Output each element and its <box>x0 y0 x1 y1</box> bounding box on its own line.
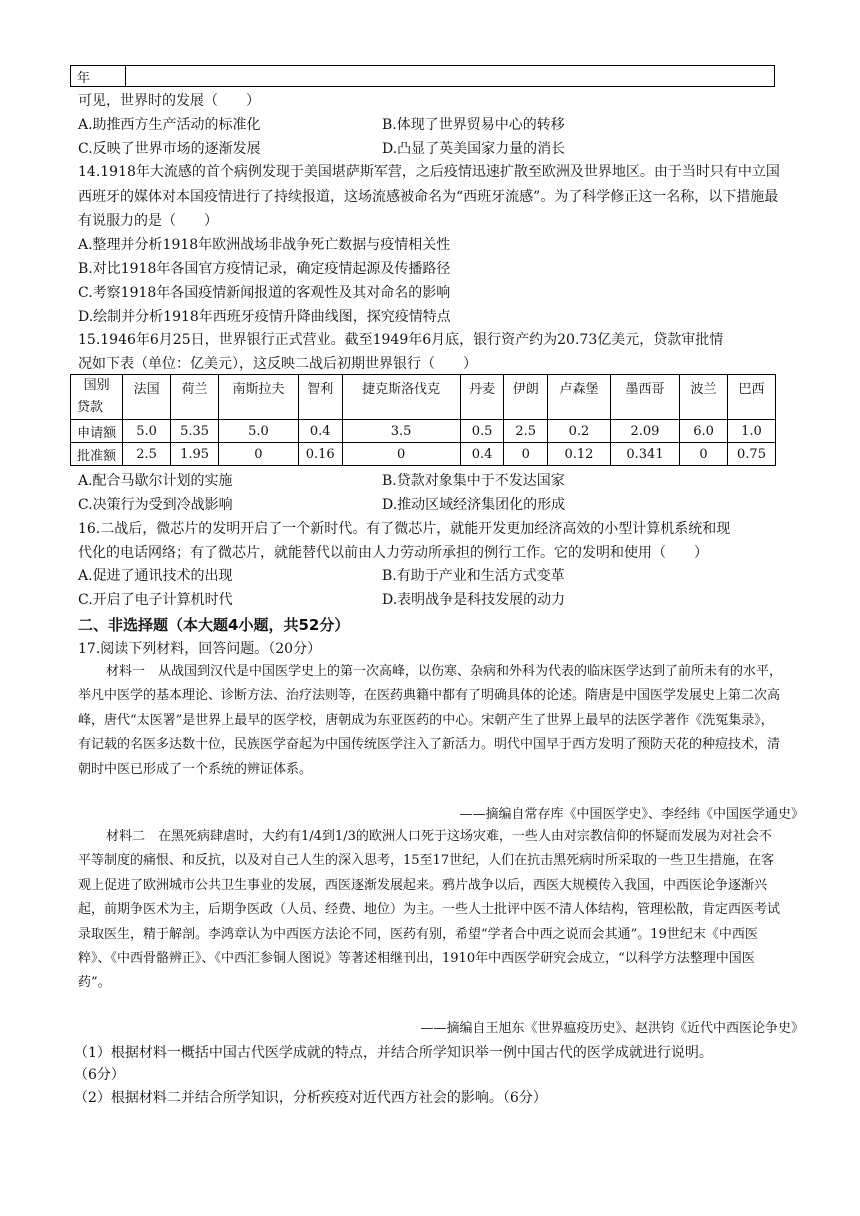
loan-table <box>70 374 776 466</box>
q16-option-b[interactable]: B.有助于产业和生活方式变革 <box>382 568 565 584</box>
q15-option-a[interactable]: A.配合马歇尔计划的实施 <box>78 473 233 489</box>
loan-table-cell: 0.341 <box>610 443 679 466</box>
loan-table-cell: 0.2 <box>548 420 611 443</box>
loan-table-cell: 5.35 <box>171 420 219 443</box>
q14-option-d[interactable]: D.绘制并分析1918年西班牙疫情升降曲线图，探究疫情特点 <box>78 309 451 325</box>
loan-table-cell: 3.5 <box>342 420 460 443</box>
q13-stem: 可见，世界时的发展（ ） <box>78 93 260 109</box>
q15-stem-line1: 15.1946年6月25日，世界银行正式营业。截至1949年6月底，银行资产约为20.73亿美元，贷款审批情 <box>78 332 724 348</box>
loan-table-cell: 2.5 <box>123 443 171 466</box>
q15-option-d[interactable]: D.推动区域经济集团化的形成 <box>382 497 566 513</box>
loan-table-cell: 5.0 <box>123 420 171 443</box>
loan-table-cell: 6.0 <box>680 420 728 443</box>
loan-table-row-label: 批准额 <box>71 443 123 466</box>
loan-table-cell: 5.0 <box>219 420 299 443</box>
loan-table-country: 捷克斯洛伐克 <box>342 375 460 420</box>
loan-table-cell: 0.16 <box>298 443 342 466</box>
loan-table-cell: 2.09 <box>610 420 679 443</box>
loan-table-cell: 1.0 <box>728 420 776 443</box>
q13-option-d[interactable]: D.凸显了英美国家力量的消长 <box>382 141 566 157</box>
loan-table-cell: 0 <box>504 443 548 466</box>
loan-table-header-row <box>71 375 776 420</box>
loan-table-country: 法国 <box>123 375 171 420</box>
loan-table-corner-country: 国别 <box>83 378 110 393</box>
q17-sub-question-2: （2）根据材料二并结合所学知识，分析疾疫对近代西方社会的影响。（6分） <box>74 1090 547 1106</box>
q14-stem: 14.1918年大流感的首个病例发现于美国堪萨斯军营，之后疫情迅速扩散至欧洲及世界地区。由于当时只有中立国西班牙的媒体对本国疫情进行了持续报道，这场流感被命名为“西班牙流感”。为了科学修正这一名称，以下措施最有说服力的是（ ） <box>78 164 780 230</box>
q17-source-2: ——摘编自王旭东《世界瘟疫历史》、赵洪钧《近代中西医论争史》 <box>420 1021 804 1036</box>
q17-intro: 17.阅读下列材料，回答问题。（20分） <box>78 641 322 657</box>
loan-table-country: 波兰 <box>680 375 728 420</box>
loan-table-country: 卢森堡 <box>548 375 611 420</box>
top-table-empty-cell <box>126 66 775 87</box>
q17-material-2: 材料二 在黑死病肆虐时，大约有1/4到1/3的欧洲人口死于这场灾难，一些人由对宗教信仰的怀疑而发展为对社会不平等制度的痛恨、和反抗，以及对自己人生的深入思考，15至17世纪，人们在抗击黑死病时所采取的一些卫生措施，在客观上促进了欧洲城市公共卫生事业的发展，西医逐渐发展起来。鸦片战争以后，西医大规模传入我国，中西医论争逐渐兴起，前期争医术为主，后期争医政（人员、经费、地位）为主。一些人士批评中医不清人体结构，管理松散，肯定西医考试录取医生，精于解剖。李鸿章认为中西医方法论不同，医药有别，希望“学者合中西之说而会其通”。19世纪末《中西医粹》、《中西骨骼辨正》、《中西汇参铜人图说》等著述相继刊出，1910年中西医学研究会成立，“以科学方法整理中国医药”。 <box>78 829 781 991</box>
loan-table-cell: 0.5 <box>460 420 504 443</box>
loan-table-cell: 0 <box>342 443 460 466</box>
loan-table-country: 墨西哥 <box>610 375 679 420</box>
loan-table-country: 智利 <box>298 375 342 420</box>
loan-table-row-label: 申请额 <box>71 420 123 443</box>
loan-table-corner-loan: 贷款 <box>77 400 104 415</box>
loan-table-row-applied <box>71 420 776 443</box>
q16-option-a[interactable]: A.促进了通讯技术的出现 <box>78 568 233 584</box>
loan-table-cell: 0.4 <box>460 443 504 466</box>
loan-table-cell: 0.75 <box>728 443 776 466</box>
top-table-fragment <box>70 65 775 87</box>
q14-option-a[interactable]: A.整理并分析1918年欧洲战场非战争死亡数据与疫情相关性 <box>78 237 451 253</box>
q15-option-c[interactable]: C.决策行为受到冷战影响 <box>78 497 233 513</box>
q15-stem-line2: 况如下表（单位：亿美元），这反映二战后初期世界银行（ ） <box>78 356 477 372</box>
loan-table-cell: 0.4 <box>298 420 342 443</box>
q13-option-c[interactable]: C.反映了世界市场的逐渐发展 <box>78 141 261 157</box>
top-table-row-label: 年 <box>71 66 126 87</box>
loan-table-country: 南斯拉夫 <box>219 375 299 420</box>
loan-table-country: 荷兰 <box>171 375 219 420</box>
q17-material-1: 材料一 从战国到汉代是中国医学史上的第一次高峰，以伤寒、杂病和外科为代表的临床医学达到了前所未有的水平，举凡中医学的基本理论、诊断方法、治疗法则等，在医药典籍中都有了明确具体的论述。隋唐是中国医学发展史上第二次高峰，唐代“太医署”是世界上最早的医学校，唐朝成为东亚医药的中心。宋朝产生了世界上最早的法医学著作《洗冤集录》，有记载的名医多达数十位，民族医学奋起为中国传统医学注入了新活力。明代中国早于西方发明了预防天花的种痘技术，清朝时中医已形成了一个系统的辨证体系。 <box>78 664 783 777</box>
loan-table-row-approved <box>71 443 776 466</box>
q15-option-b[interactable]: B.贷款对象集中于不发达国家 <box>382 473 565 489</box>
loan-table-cell: 0 <box>219 443 299 466</box>
loan-table-cell: 1.95 <box>171 443 219 466</box>
q16-option-d[interactable]: D.表明战争是科技发展的动力 <box>382 592 566 608</box>
q14-option-b[interactable]: B.对比1918年各国官方疫情记录，确定疫情起源及传播路径 <box>78 261 451 277</box>
section-heading: 二、非选择题（本大题4小题，共52分） <box>78 616 350 634</box>
loan-table-country: 丹麦 <box>460 375 504 420</box>
q16-stem-line1: 16.二战后，微芯片的发明开启了一个新时代。有了微芯片，就能开发更加经济高效的小型计算机系统和现 <box>78 521 731 537</box>
q17-sub-question-1-score: （6分） <box>74 1067 125 1083</box>
q17-source-1: ——摘编自常存库《中国医学史》、李经纬《中国医学通史》 <box>459 807 804 822</box>
loan-table-country: 巴西 <box>728 375 776 420</box>
q16-stem-line2: 代化的电话网络；有了微芯片，就能替代以前由人力劳动所承担的例行工作。它的发明和使用（ ） <box>78 545 708 561</box>
q13-option-a[interactable]: A.助推西方生产活动的标准化 <box>78 117 261 133</box>
q13-option-b[interactable]: B.体现了世界贸易中心的转移 <box>382 117 565 133</box>
q17-sub-question-1: （1）根据材料一概括中国古代医学成就的特点，并结合所学知识举一例中国古代的医学成就进行说明。 <box>74 1045 713 1061</box>
loan-table-country: 伊朗 <box>504 375 548 420</box>
loan-table-cell: 2.5 <box>504 420 548 443</box>
loan-table-cell: 0 <box>680 443 728 466</box>
q16-option-c[interactable]: C.开启了电子计算机时代 <box>78 592 233 608</box>
loan-table-cell: 0.12 <box>548 443 611 466</box>
loan-table-corner <box>71 375 123 420</box>
q14-option-c[interactable]: C.考察1918年各国疫情新闻报道的客观性及其对命名的影响 <box>78 285 451 301</box>
